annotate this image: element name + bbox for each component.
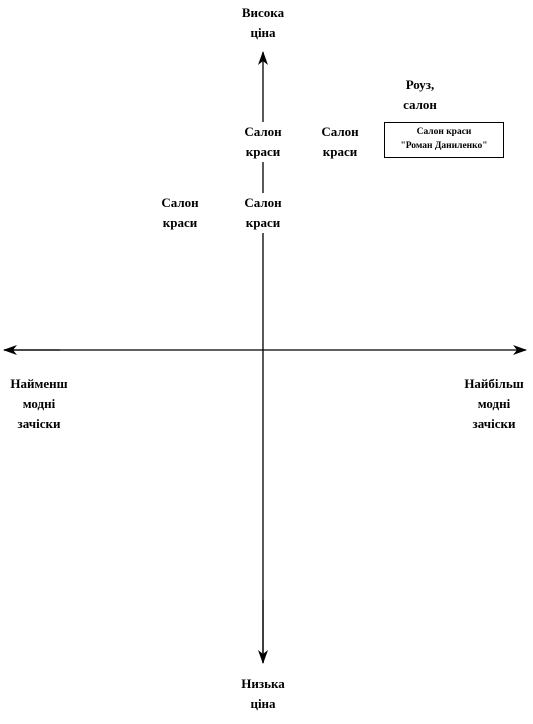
- high-price-label-line1: Висока: [241, 5, 285, 20]
- competitor-salon-right: [305, 122, 375, 162]
- competitor-label-line2: краси: [162, 215, 198, 230]
- competitor-salon-axis-top: [228, 122, 298, 162]
- high-price-label: [223, 3, 303, 43]
- least-fashionable-label-line2: модні: [22, 396, 56, 411]
- competitor-rouz-salon: [380, 75, 460, 115]
- least-fashionable-label-line3: зачіски: [17, 416, 61, 431]
- competitor-label-line1: Салон: [321, 124, 359, 139]
- most-fashionable-label-line2: модні: [477, 396, 511, 411]
- competitor-label-line2: краси: [322, 144, 358, 159]
- competitor-label-line2: салон: [403, 97, 437, 112]
- most-fashionable-label-line1: Найбільш: [464, 376, 524, 391]
- competitor-label-line1: Салон: [244, 124, 282, 139]
- most-fashionable-label: [455, 374, 533, 434]
- competitor-label-line2: краси: [245, 144, 281, 159]
- competitor-label-line1: Салон: [244, 195, 282, 210]
- low-price-label-line2: ціна: [250, 696, 276, 711]
- competitor-label-line1: Салон: [161, 195, 199, 210]
- competitor-salon-left: [145, 193, 215, 233]
- competitor-label-line2: краси: [245, 215, 281, 230]
- least-fashionable-label: [0, 374, 78, 434]
- low-price-label-line1: Низька: [241, 676, 285, 691]
- high-price-label-line2: ціна: [250, 25, 276, 40]
- least-fashionable-label-line1: Найменш: [10, 376, 68, 391]
- low-price-label: [223, 674, 303, 714]
- competitor-label-line1: Роуз,: [405, 77, 435, 92]
- own-salon-box: [384, 122, 504, 158]
- own-salon-label-line2: "Роман Даниленко": [400, 141, 488, 151]
- own-salon-label-line1: Салон краси: [416, 127, 472, 137]
- competitor-salon-axis-mid: [228, 193, 298, 233]
- most-fashionable-label-line3: зачіски: [472, 416, 516, 431]
